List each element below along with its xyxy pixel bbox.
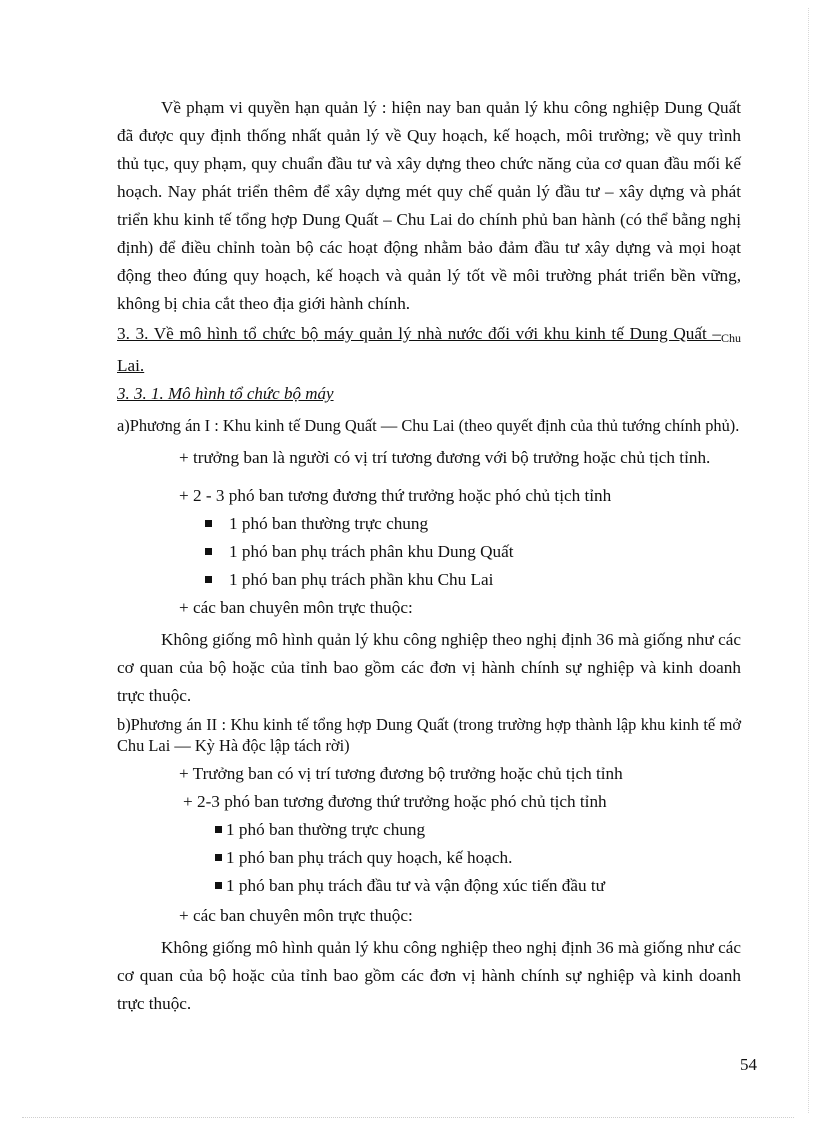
list-item: 1 phó ban phụ trách đầu tư và vận động xúc tiến đầu tư: [117, 872, 741, 900]
option-b-departments-line: + các ban chuyên môn trực thuộc:: [179, 906, 413, 925]
section-heading: [117, 320, 741, 380]
section-heading-text: 3. 3. Về mô hình tổ chức bộ máy quản lý nhà nước đối với khu kinh tế Dung Quất –: [117, 324, 721, 343]
option-a-departments-line: + các ban chuyên môn trực thuộc:: [179, 598, 413, 617]
option-a-bullet-list: [117, 510, 741, 594]
list-item: 1 phó ban phụ trách phần khu Chu Lai: [117, 566, 741, 594]
option-a-deputies-line: + 2 - 3 phó ban tương đương thứ trưởng hoặc phó chủ tịch tỉnh: [179, 486, 612, 505]
list-item: 1 phó ban thường trực chung: [117, 510, 741, 538]
list-item: 1 phó ban phụ trách phân khu Dung Quất: [117, 538, 741, 566]
square-bullet-icon: [205, 548, 212, 555]
option-b-description: Không giống mô hình quản lý khu công nghiệp theo nghị định 36 mà giống như các cơ quan của bộ hoặc của tỉnh bao gồm các đơn vị hành chính sự nghiệp và kinh doanh trực thuộc.: [117, 938, 741, 1013]
section-heading-chu: Chu: [720, 331, 741, 345]
option-b-bullet-list: [117, 816, 741, 900]
option-b-head-line: + Trưởng ban có vị trí tương đương bộ trưởng hoặc chủ tịch tỉnh: [179, 764, 623, 783]
option-b-deputies-line: + 2-3 phó ban tương đương thứ trưởng hoặc phó chủ tịch tỉnh: [183, 792, 607, 811]
intro-paragraph: Về phạm vi quyền hạn quản lý : hiện nay ban quản lý khu công nghiệp Dung Quất đã được quy định thống nhất quản lý về Quy hoạch, kế hoạch, môi trường; về quy trình thủ tục, quy phạm, quy chuẩn đầu tư và xây dựng theo chức năng của cơ quan đầu mối kế hoạch. Nay phát triển thêm để xây dựng mét quy chế quản lý đầu tư – xây dựng và phát triển khu kinh tế tổng hợp Dung Quất – Chu Lai do chính phủ ban hành (có thể bằng nghị định) để điều chỉnh toàn bộ các hoạt động nhằm bảo đảm đầu tư xây dựng và mọi hoạt động theo đúng quy hoạch, kế hoạch và quản lý tốt về môi trường phát triển bền vững, không bị chia cắt theo địa giới hành chính.: [117, 98, 741, 313]
subsection-heading: 3. 3. 1. Mô hình tổ chức bộ máy: [117, 384, 334, 403]
square-bullet-icon: [205, 520, 212, 527]
square-bullet-icon: [205, 576, 212, 583]
option-a-title: a)Phương án I : Khu kinh tế Dung Quất — Chu Lai (theo quyết định của thủ tướng chính phủ).: [117, 416, 740, 435]
option-a-description: Không giống mô hình quản lý khu công nghiệp theo nghị định 36 mà giống như các cơ quan của bộ hoặc của tỉnh bao gồm các đơn vị hành chính sự nghiệp và kinh doanh trực thuộc.: [117, 630, 741, 705]
section-heading-end: Lai.: [117, 356, 145, 375]
right-dotted-border: [808, 8, 809, 1113]
square-bullet-icon: [215, 882, 222, 889]
list-item: 1 phó ban thường trực chung: [117, 816, 741, 844]
option-b-title: b)Phương án II : Khu kinh tế tổng hợp Dung Quất (trong trường hợp thành lập khu kinh tế mở Chu Lai — Kỳ Hà độc lập tách rời): [117, 715, 741, 755]
page-number: 54: [740, 1055, 757, 1074]
square-bullet-icon: [215, 826, 222, 833]
list-item: 1 phó ban phụ trách quy hoạch, kế hoạch.: [117, 844, 741, 872]
bottom-dotted-border: [22, 1117, 794, 1118]
page-content: [117, 92, 741, 1018]
option-a-head-line: + trưởng ban là người có vị trí tương đương với bộ trưởng hoặc chủ tịch tỉnh.: [179, 448, 711, 467]
square-bullet-icon: [215, 854, 222, 861]
